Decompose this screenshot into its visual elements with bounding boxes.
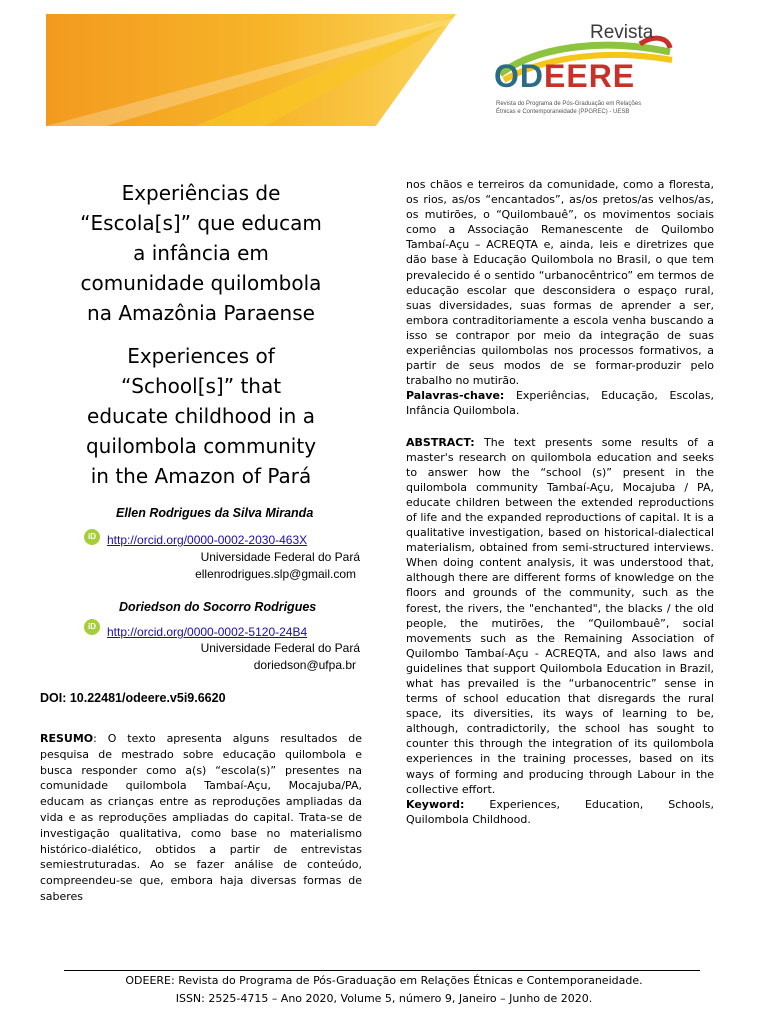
title-en-line: Experiences of [127, 344, 275, 368]
title-pt-line: a infância em [133, 241, 269, 265]
title-pt-line: “Escola[s]” que educam [80, 211, 322, 235]
orcid-icon[interactable]: iD [84, 619, 100, 635]
palavras-chave-text: Experiências, Educação, Escolas, Infância Quilombola. [406, 389, 714, 418]
title-en-line: quilombola community [85, 434, 317, 458]
orcid-link[interactable]: http://orcid.org/0000-0002-2030-463X [107, 533, 308, 547]
title-english [40, 341, 362, 491]
resumo-continuation: nos chãos e terreiros da comunidade, como a floresta, os rios, as/os “encantados”, as/os pretos/as velhos/as, os mutirões, o “Quilombauê”, os movimentos sociais como a Associação Remanescente de Quilombo Tambaí-Açu – ACREQTA e, ainda, leis e diretrizes que dão base à Educação Quilombola no Brasil, o que tem prevalecido é o sentido “urbanocêntrico” em termos de educação escolar que desconsidera o espaço rural, suas diversidades, suas formas de aprender a ser, embora contraditoriamente a escola venha buscando a isso se contrapor por meio da integração de suas experiências quilombolas nos processos formativos, a partir de seus modos de se formar-produzir pelo trabalho no mutirão. [406, 178, 714, 388]
title-pt-line: comunidade quilombola [80, 271, 322, 295]
logo-subtitle [496, 100, 696, 116]
author-email: ellenrodrigues.slp@gmail.com [195, 567, 356, 581]
title-en-line: in the Amazon of Pará [90, 464, 312, 488]
keyword-text: Experiences, Education, Schools, Quilombola Childhood. [406, 797, 714, 826]
title-portuguese [40, 178, 362, 328]
abstract-paragraph [406, 435, 714, 797]
orcid-link[interactable]: http://orcid.org/0000-0002-5120-24B4 [107, 625, 308, 639]
author-affiliation: Universidade Federal do Pará [200, 641, 360, 655]
title-en-line: educate childhood in a [87, 404, 315, 428]
resumo-text: : O texto apresenta alguns resultados de pesquisa de mestrado sobre educação quilombola e busca responder como a(s) “escola(s)” presentes na comunidade quilombola Tambaí-Açu, Mocajuba/PA, educam as crianças entre as reproduções ampliadas da vida e as reproduções ampliadas do capital. Trata-se de investigação qualitativa, como base no materialismo histórico-dialético, obtidos a partir de entrevistas semiestruturadas. Ao se fazer análise de conteúdo, compreendeu-se que, embora haja diversas formas de saberes [40, 732, 362, 903]
logo-name-blue: OD [494, 58, 544, 94]
palavras-chave [406, 388, 714, 418]
title-pt-line: Experiências de [121, 181, 281, 205]
resumo-paragraph [40, 731, 362, 905]
abstract-text: The text presents some results of a master's research on quilombola education and seeks to answer how the “school (s)” present in the quilombola community Tambaí-Açu, Mocajuba / PA, educate children between the extended reproductions of life and the expanded reproductions of capital. It is a qualitative investigation, based on historical-dialectical materialism, obtained from semi-structured interviews. When doing content analysis, it was understood that, although there are different forms of knowledge on the floors and grounds of the community, such as the forest, the rivers, the "enchanted", the blacks / the old people, the mutirões, the “Quilombauê”, social movements such as the Remaining Association of Quilombo Tambaí-Açu - ACREQTA, and also laws and guidelines that support Quilombola Education in Brazil, what has prevailed is the “urbanocentric” sense in terms of school education that disregards the rural space, its diversities, its ways of learning to be, although, contradictorily, the school has sought to counter this through the integration of its quilombola experiences in the training processes, based on its ways of forming and producing through Labour in the collective effort. [406, 435, 714, 796]
logo-sub-line1: Revista do Programa de Pós-Graduação em Relações [496, 101, 642, 107]
title-pt-line: na Amazônia Paraense [87, 301, 315, 325]
footer-journal: ODEERE: Revista do Programa de Pós-Graduação em Relações Étnicas e Contemporaneidade. [125, 974, 643, 987]
author-name: Ellen Rodrigues da Silva Miranda [116, 506, 314, 520]
author-affiliation: Universidade Federal do Pará [200, 550, 360, 564]
author-email: doriedson@ufpa.br [253, 658, 356, 672]
right-column [406, 177, 714, 827]
author-name: Doriedson do Socorro Rodrigues [119, 600, 317, 614]
keyword-label: Keyword: [406, 797, 465, 811]
logo-name-red: EERE [544, 58, 636, 94]
logo-revista-text: Revista [590, 22, 654, 43]
footer-issn: ISSN: 2525-4715 – Ano 2020, Volume 5, número 9, Janeiro – Junho de 2020. [175, 992, 593, 1005]
keyword [406, 797, 714, 827]
doi: DOI: 10.22481/odeere.v5i9.6620 [40, 691, 226, 705]
resumo-label: RESUMO [40, 732, 94, 745]
journal-logo [490, 14, 700, 126]
abstract-label: ABSTRACT: [406, 435, 475, 449]
logo-name [494, 58, 635, 95]
footer-divider [64, 970, 700, 971]
palavras-chave-label: Palavras-chave: [406, 389, 505, 403]
logo-sub-line2: Étnicas e Contemporaneidade (PPGREC) - UESB [496, 109, 630, 115]
orcid-icon[interactable]: iD [84, 529, 100, 545]
title-en-line: “School[s]” that [120, 374, 282, 398]
